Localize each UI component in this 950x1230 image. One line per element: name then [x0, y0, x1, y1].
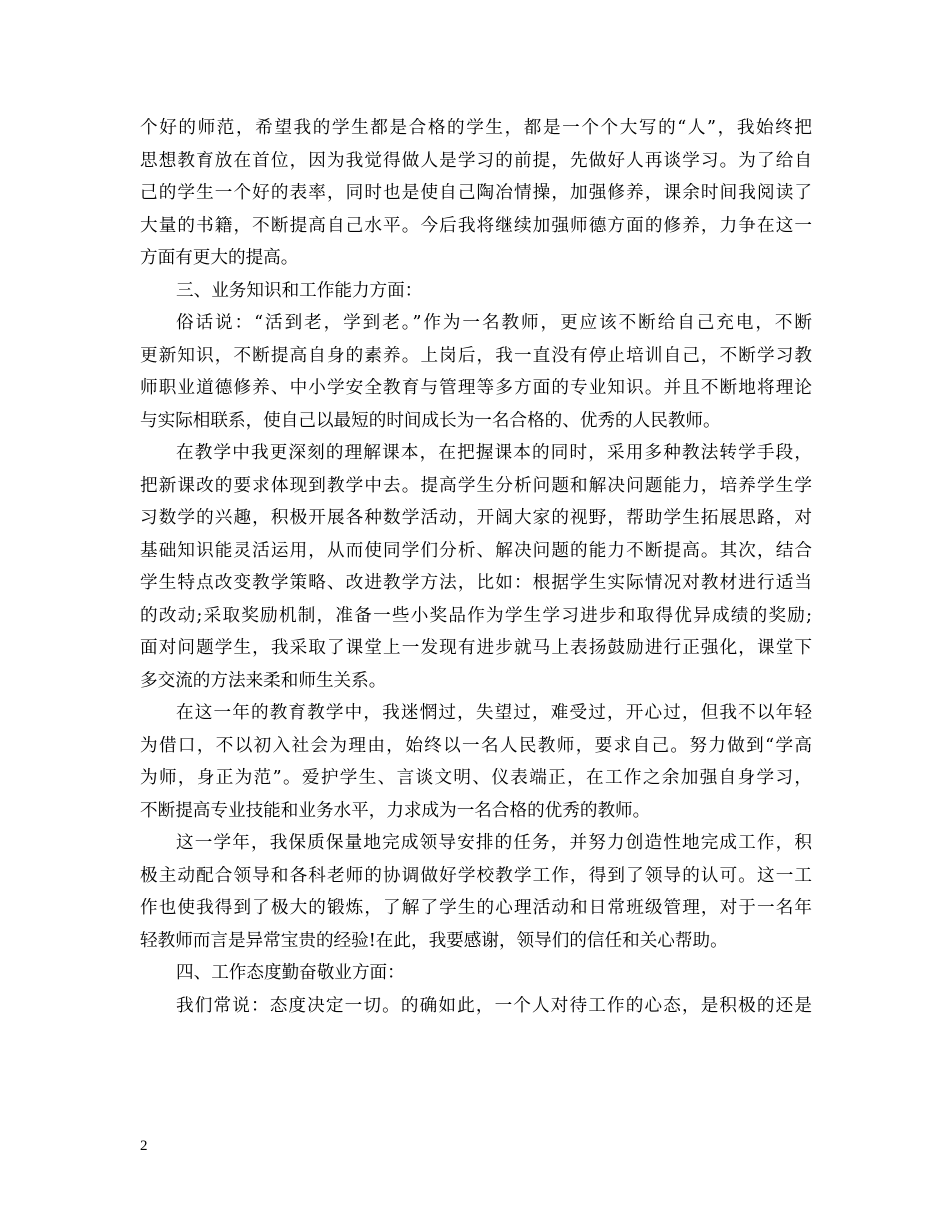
- text-line: 与实际相联系，使自己以最短的时间成长为一名合格的、优秀的人民教师。: [140, 410, 721, 431]
- paragraph: [140, 827, 812, 957]
- text-line: 师职业道德修养、中小学安全教育与管理等多方面的专业知识。并且不断地将理论: [140, 378, 812, 398]
- paragraph: [140, 437, 812, 697]
- text-line: 习数学的兴趣，积极开展各种数学活动，开阔大家的视野，帮助学生拓展思路，对: [140, 508, 812, 528]
- text-line: 极主动配合领导和各科老师的协调做好学校教学工作，得到了领导的认可。这一工: [140, 865, 812, 886]
- paragraph: [140, 697, 812, 827]
- section-heading: [140, 275, 812, 308]
- text-line: 己的学生一个好的表率，同时也是使自己陶冶情操，加强修养，课余时间我阅读了: [140, 183, 812, 203]
- paragraph: [140, 307, 812, 437]
- text-line: 在这一年的教育教学中，我迷惘过，失望过，难受过，开心过，但我不以年轻: [176, 703, 812, 723]
- paragraph: [140, 112, 812, 275]
- text-line: 我们常说：态度决定一切。的确如此，一个人对待工作的心态，是积极的还是: [176, 995, 812, 1016]
- document-body: [140, 112, 812, 1022]
- heading-text: 四、工作态度勤奋敬业方面：: [176, 963, 405, 983]
- text-line: 把新课改的要求体现到教学中去。提高学生分析问题和解决问题能力，培养学生学: [140, 475, 812, 496]
- text-line: 方面有更大的提高。: [140, 248, 299, 268]
- text-line: 个好的师范，希望我的学生都是合格的学生，都是一个个大写的“人”，我始终把: [140, 118, 812, 138]
- text-line: 为师，身正为范”。爱护学生、言谈文明、仪表端正，在工作之余加强自身学习，: [140, 768, 812, 788]
- text-line: 俗话说：“活到老，学到老。”作为一名教师，更应该不断给自己充电，不断: [176, 313, 812, 333]
- text-line: 的改动;采取奖励机制，准备一些小奖品作为学生学习进步和取得优异成绩的奖励;: [140, 605, 812, 626]
- page-number: 2: [140, 1138, 148, 1154]
- text-line: 作也使我得到了极大的锻炼，了解了学生的心理活动和日常班级管理，对于一名年: [140, 898, 812, 918]
- text-line: 面对问题学生，我采取了课堂上一发现有进步就马上表扬鼓励进行正强化，课堂下: [140, 638, 812, 658]
- text-line: 多交流的方法来柔和师生关系。: [140, 670, 387, 691]
- text-line: 在教学中我更深刻的理解课本，在把握课本的同时，采用多种教法转学手段，: [176, 443, 812, 463]
- section-heading: [140, 957, 812, 990]
- text-line: 这一学年，我保质保量地完成领导安排的任务，并努力创造性地完成工作，积: [176, 833, 812, 853]
- text-line: 更新知识，不断提高自身的素养。上岗后，我一直没有停止培训自己，不断学习教: [140, 345, 812, 366]
- text-line: 为借口，不以初入社会为理由，始终以一名人民教师，要求自己。努力做到“学高: [140, 735, 812, 756]
- text-line: 思想教育放在首位，因为我觉得做人是学习的前提，先做好人再谈学习。为了给自: [140, 150, 812, 171]
- text-line: 学生特点改变教学策略、改进教学方法，比如：根据学生实际情况对教材进行适当: [140, 573, 812, 593]
- paragraph: [140, 990, 812, 1023]
- heading-text: 三、业务知识和工作能力方面：: [176, 280, 423, 301]
- text-line: 基础知识能灵活运用，从而使同学们分析、解决问题的能力不断提高。其次，结合: [140, 540, 812, 561]
- text-line: 轻教师而言是异常宝贵的经验!在此，我要感谢，领导们的信任和关心帮助。: [140, 930, 728, 951]
- text-line: 大量的书籍，不断提高自己水平。今后我将继续加强师德方面的修养，力争在这一: [140, 215, 812, 236]
- text-line: 不断提高专业技能和业务水平，力求成为一名合格的优秀的教师。: [140, 800, 651, 821]
